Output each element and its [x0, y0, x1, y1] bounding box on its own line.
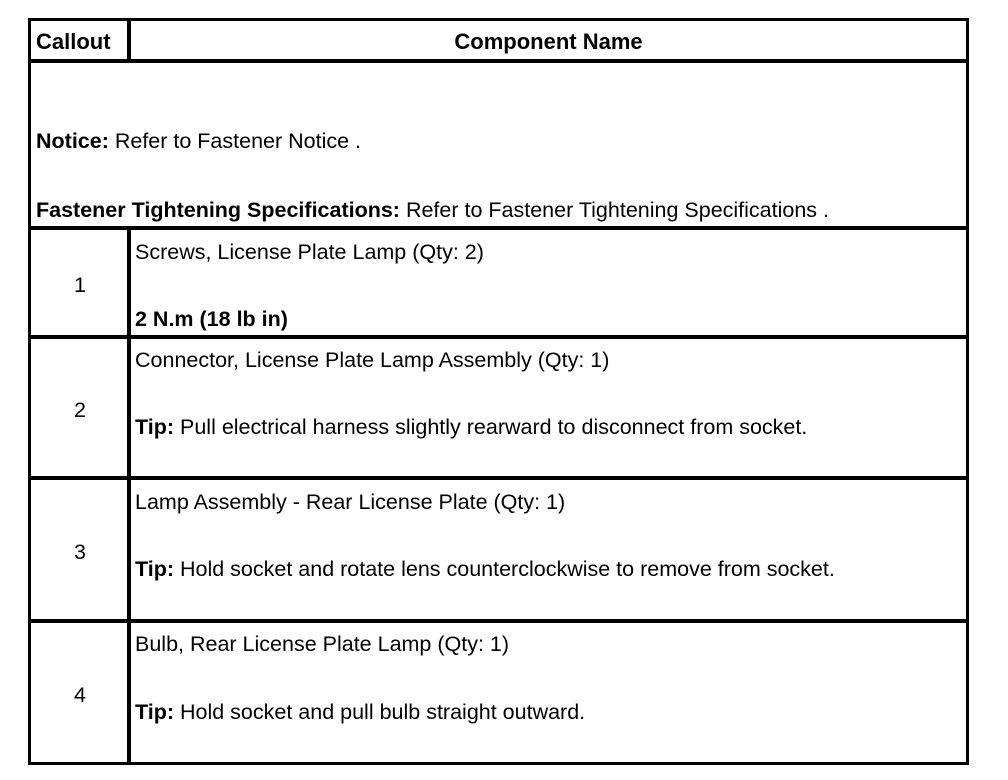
component-name: Screws, License Plate Lamp (Qty: 2)	[135, 240, 484, 264]
fastener-spec-text: Refer to Fastener Tightening Specifications .	[399, 198, 830, 222]
component-name-header: Component Name	[454, 29, 643, 54]
fastener-spec-line	[36, 198, 829, 222]
torque-spec: 2 N.m (18 lb in)	[135, 307, 288, 331]
general-rule	[31, 226, 966, 230]
component-detail	[135, 700, 585, 724]
tip-text: Hold socket and pull bulb straight outward.	[174, 700, 586, 724]
callout-header: Callout	[36, 29, 111, 54]
row-1-rule	[31, 335, 966, 339]
component-table	[28, 18, 969, 765]
notice-label: Notice:	[36, 129, 109, 153]
component-detail	[135, 307, 288, 331]
row-2-rule	[31, 476, 966, 480]
notice-line	[36, 129, 361, 153]
tip-label: Tip:	[135, 415, 175, 439]
component-name: Connector, License Plate Lamp Assembly (Qty: 1)	[135, 348, 610, 372]
tip-label: Tip:	[135, 557, 175, 581]
callout-number: 2	[74, 398, 86, 422]
tip-label: Tip:	[135, 700, 175, 724]
row-3-rule	[31, 619, 966, 623]
fastener-spec-label: Fastener Tightening Specifications:	[36, 198, 400, 222]
component-detail	[135, 557, 835, 581]
header-rule	[31, 59, 966, 63]
notice-text: Refer to Fastener Notice .	[108, 129, 362, 153]
tip-text: Pull electrical harness slightly rearward to disconnect from socket.	[174, 415, 808, 439]
component-name: Lamp Assembly - Rear License Plate (Qty: 1)	[135, 490, 566, 514]
callout-number: 3	[74, 540, 86, 564]
callout-number: 4	[74, 683, 86, 707]
component-detail	[135, 415, 807, 439]
callout-number: 1	[74, 273, 86, 297]
component-name: Bulb, Rear License Plate Lamp (Qty: 1)	[135, 632, 510, 656]
tip-text: Hold socket and rotate lens counterclockwise to remove from socket.	[174, 557, 835, 581]
